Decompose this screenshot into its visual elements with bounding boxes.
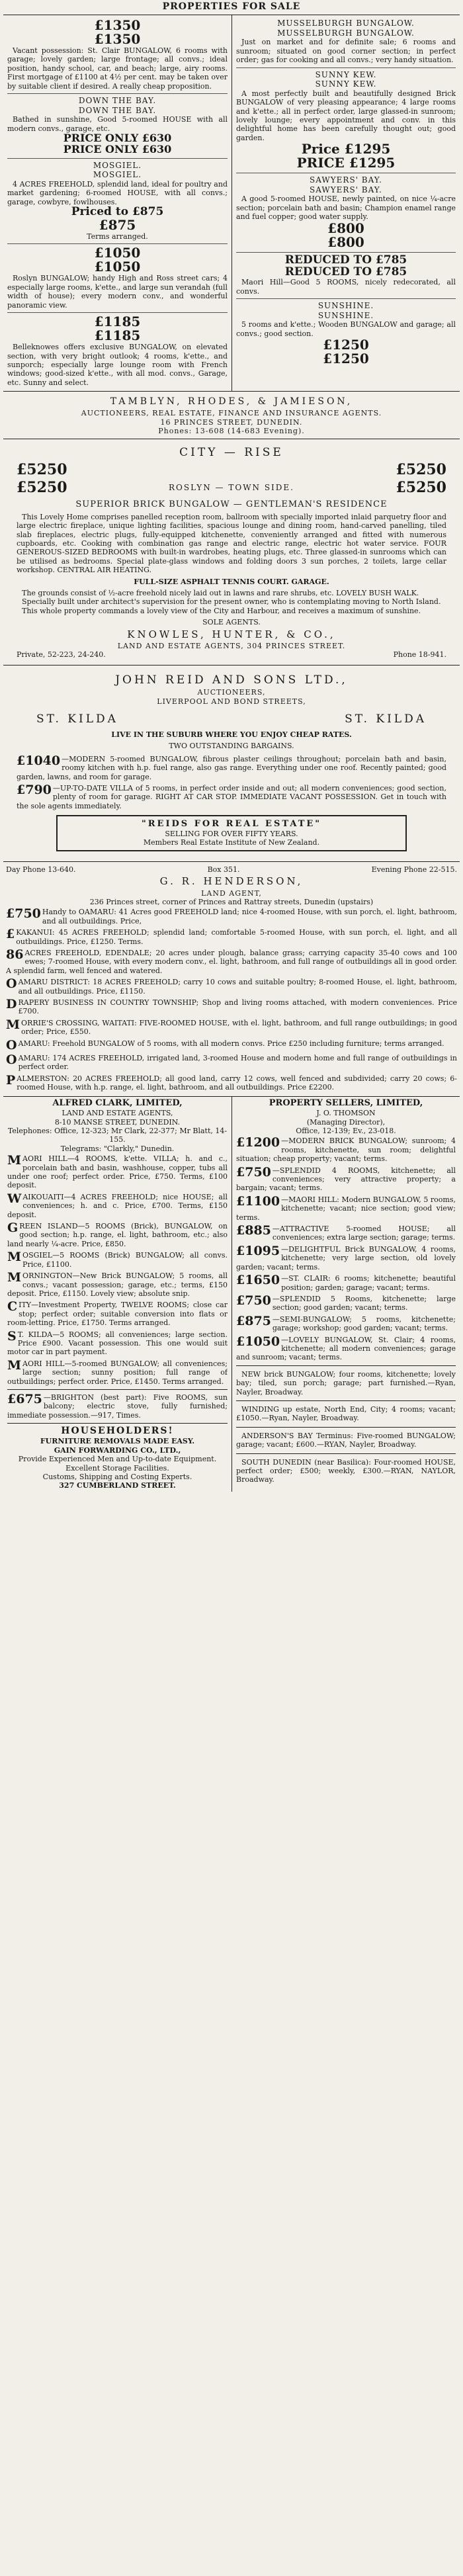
listing — [6, 976, 457, 997]
divider — [7, 1423, 228, 1424]
ad-agents: SOLE AGENTS. — [202, 618, 261, 627]
listing-text: Handy to OAMARU: 41 Acres good FREEHOLD land; nice 4-roomed House, with sun porch, el. light, bathroom, and all outbuildings. Price, — [42, 908, 457, 925]
ad-heading: MOSGIEL. — [93, 170, 142, 180]
listing — [6, 1038, 457, 1052]
listing-initial: M — [7, 1270, 22, 1285]
firm-name: PROPERTY SELLERS, LIMITED, — [269, 1098, 423, 1109]
listing-price: £675 — [7, 1391, 42, 1406]
firm-telephones: Telephones: Office, 12-323; Mr Clark, 22-377; Mr Blatt, 14-155. — [7, 1127, 228, 1144]
firm-subtitle: AUCTIONEERS, — [197, 688, 266, 697]
ad-roslyn — [7, 244, 228, 313]
ad-price: £1050 — [94, 259, 141, 275]
ad-terms: Terms arranged. — [87, 232, 148, 241]
firm-address: 8-10 MANSE STREET, DUNEDIN. — [54, 1117, 181, 1127]
listing-text: AORI HILL—5-roomed BUNGALOW; all conveniences; large section; sunny position; full range of outbuildings; perfect order. Price, £1450. Terms arranged. — [7, 1359, 228, 1386]
reid-ad — [3, 665, 460, 862]
phone-row — [6, 865, 457, 874]
firm-subtitle: LAND AND ESTATE AGENTS, — [62, 1109, 173, 1118]
listing-text: ORRIE'S CROSSING, WAITATI: FIVE-ROOMED HOUSE, with el. light, bathroom, and full range outbuildings; in good order; Price, £550. — [21, 1018, 457, 1037]
ad-slogan: LIVE IN THE SUBURB WHERE YOU ENJOY CHEAP RATES. — [111, 730, 352, 739]
listing-price: £1650 — [236, 1273, 280, 1288]
listing-text: —LOVELY BUNGALOW, St. Clair; 4 rooms, kitchenette; all modern conveniences; garage and sunroom; vacant; terms. — [236, 1335, 456, 1362]
listing-text: —SPLENDID 5 Rooms, kitchenette; large section; good garden; vacant; terms. — [272, 1294, 456, 1312]
left-column — [3, 15, 232, 391]
listing-price: 86 — [6, 947, 24, 963]
ad-st-clair — [7, 17, 228, 94]
listing-list — [6, 906, 457, 1093]
ad-price: Priced to £875 — [71, 205, 164, 219]
ad-musselburgh — [236, 17, 456, 67]
listing-initial: C — [7, 1299, 18, 1314]
listing — [6, 927, 457, 947]
listing-text: AMARU: Freehold BUNGALOW of 5 rooms, with all modern convs. Price £250 including furniture; terms arranged. — [18, 1039, 444, 1048]
ad-heading: SAWYERS' BAY. — [310, 185, 382, 194]
listing-price: £1100 — [236, 1193, 280, 1209]
ad-price: £1350 — [94, 17, 141, 34]
listing — [6, 906, 457, 927]
listing — [6, 947, 457, 976]
ad-price: £5250 — [17, 461, 67, 479]
ad-location: ROSLYN — TOWN SIDE. — [169, 483, 294, 493]
firm-telegrams: Telegrams: "Clarkly," Dunedin. — [60, 1144, 175, 1153]
ad-price: £800 — [327, 234, 364, 250]
firm-subtitle: LAND AND ESTATE AGENTS, 304 PRINCES STREET. — [117, 641, 346, 650]
ad-price: £1050 — [94, 245, 141, 261]
listing-text: —SPLENDID 4 ROOMS, kitchenette; all conveniences; very attractive property; a bargain; vacant; terms. — [236, 1166, 456, 1193]
ad-price: £5250 — [396, 479, 446, 496]
ad-location: ST. KILDA — [36, 712, 118, 726]
ad-heading: SUNNY KEW. — [315, 69, 377, 79]
ad-text: The grounds consist of ½-acre freehold nicely laid out in lawns and rare shrubs, etc. LOVELY BUSH WALK. — [22, 588, 419, 597]
listing-price: O — [6, 1052, 17, 1067]
householders-line: Provide Experienced Men and Up-to-date Equipment. Excellent Storage Facilities. — [18, 1455, 217, 1473]
listing-price: O — [6, 976, 17, 992]
ad-text: Belleknowes offers exclusive BUNGALOW, on elevated section, with very bright outlook; 4 rooms, k'ette., and sunporch; especially large lounge room with French windows; good-sized k'ette., with all mod. convs., Garage, etc. Sunny and select. — [7, 343, 228, 387]
ad-price: £5250 — [17, 479, 67, 496]
listing — [7, 1250, 228, 1270]
householders-line: Customs, Shipping and Costing Experts. — [42, 1472, 192, 1481]
price-row — [17, 479, 446, 497]
listing-text: REEN ISLAND—5 ROOMS (Brick), BUNGALOW, on good section; h.p. range, el. light, bathroom, etc.; also land nearly ¼-acre. Price, £850. — [7, 1222, 228, 1248]
listing-initial: M — [7, 1357, 22, 1373]
ad-price: £875 — [99, 217, 136, 234]
ad-heading: SUPERIOR BRICK BUNGALOW — GENTLEMAN'S RESIDENCE — [75, 499, 388, 509]
private-phone: Private, 52-223, 24-240. — [17, 650, 106, 660]
listing-price: £1050 — [236, 1334, 280, 1349]
householders-heading: HOUSEHOLDERS! — [61, 1426, 174, 1437]
listing — [6, 997, 457, 1017]
listing — [236, 1165, 456, 1194]
listing-text: —ATTRACTIVE 5-roomed HOUSE; all conveniences; extra large section; garage; terms. — [272, 1224, 456, 1242]
ad-heading: SAWYERS' BAY. — [310, 175, 382, 185]
firm-phones — [17, 650, 446, 659]
listing-text: —ST. CLAIR: 6 rooms; kitchenette; beautiful position; garden; garage; vacant; terms. — [281, 1274, 456, 1292]
listing-text: AORI HILL—4 ROOMS, k'ette. VILLA; h. and c., porcelain bath and basin, washhouse, copper, tubs all under one roof; perfect order. Price, £750. Terms, £100 deposit. — [7, 1154, 228, 1190]
ad-heading: TWO OUTSTANDING BARGAINS. — [169, 742, 294, 751]
listing-text: AMARU: 174 ACRES FREEHOLD, irrigated land, 3-roomed House and modern home and full range of outbuildings in perfect order. — [18, 1053, 457, 1072]
listing-initial: M — [7, 1250, 22, 1265]
ad-mosgiel — [7, 159, 228, 245]
slogan-box — [56, 815, 407, 851]
listing-text: —MAORI HILL: Modern BUNGALOW, 5 rooms, kitchenette; vacant; nice section; good view; terms. — [236, 1195, 456, 1222]
ad-belleknowes — [7, 313, 228, 390]
ad-heading: MUSSELBURGH BUNGALOW. — [277, 19, 415, 28]
firm-address: 16 PRINCES STREET, DUNEDIN. — [160, 417, 303, 427]
ad-text: 4 ACRES FREEHOLD, splendid land, ideal for poultry and market gardening; 6-roomed HOUSE, with all convs.; garage, cowbyre, fowlhouses. — [7, 180, 228, 206]
listing — [7, 1358, 228, 1387]
ad-text: Maori Hill—Good 5 ROOMS, nicely redecorated, all convs. — [236, 278, 456, 296]
slogan-member: Members Real Estate Institute of New Zealand. — [143, 838, 320, 847]
listing — [236, 1194, 456, 1223]
bottom-left-column — [3, 1097, 232, 1491]
firm-address: LIVERPOOL AND BOND STREETS, — [157, 697, 306, 706]
listing — [7, 1270, 228, 1299]
slogan: "REIDS FOR REAL ESTATE" — [141, 819, 322, 830]
listing — [236, 1314, 456, 1334]
office-phone: Phone 18-941. — [393, 650, 446, 660]
ad-feature: FULL-SIZE ASPHALT TENNIS COURT. GARAGE. — [134, 577, 329, 586]
classified-line: NEW brick BUNGALOW; four rooms, kitchenette; lovely bay; tiled, sun porch; garage; part furnished.—Ryan, Nayler, Broadway. — [236, 1369, 456, 1396]
bottom-columns — [3, 1097, 460, 1491]
listing-text: —MODERN BRICK BUNGALOW; sunroom; 4 rooms, kitchenette, sun room; delightful situation; cheap property; vacant; terms. — [236, 1137, 456, 1164]
listing-price: £875 — [236, 1313, 271, 1328]
section-header: PROPERTIES FOR SALE — [3, 0, 460, 15]
ad-text: Vacant possession: St. Clair BUNGALOW, 6 rooms with garage; lovely garden; large frontage; all convs.; ideal position, handy school, car, and beach; large, airy rooms. First mortgage of £1100 at 4½ per cent. may be taken over by suitable client if desired. A really cheap proposition. — [7, 46, 228, 91]
listing-text: —UP-TO-DATE VILLA of 5 rooms, in perfect order inside and out; all modern conveniences; good section, plenty of room for garage. RIGHT AT CAR STOP. IMMEDIATE VACANT POSSESSION. Get in touch with the sole agents immediately. — [17, 783, 446, 810]
listing-text: AIKOUAITI—4 ACRES FREEHOLD; nice HOUSE; all conveniences; h. and c. Price, £700. Terms, £150 deposit. — [7, 1192, 228, 1219]
box-number: Box 351. — [207, 865, 240, 874]
listing-initial: W — [7, 1191, 22, 1206]
listing-price: P — [6, 1072, 16, 1088]
listing — [6, 1073, 457, 1094]
listing-price: M — [6, 1017, 21, 1032]
listing-text: T. KILDA—5 ROOMS; all conveniences; large section. Price £900. Vacant possession. This one would suit motor car in part payment. — [7, 1330, 228, 1357]
ad-price: Price £1295 — [301, 141, 391, 157]
ad-location: ST. KILDA — [345, 712, 427, 726]
ad-price: REDUCED TO £785 — [284, 253, 407, 267]
listing — [236, 1334, 456, 1363]
firm-director: (Managing Director), — [306, 1117, 386, 1127]
listing — [236, 1223, 456, 1244]
listing-initial: S — [7, 1328, 17, 1344]
ad-text: Bathed in sunshine, Good 5-roomed HOUSE with all modern convs., garage, etc. — [7, 115, 228, 133]
ad-price: REDUCED TO £785 — [284, 265, 407, 279]
listing-text: AMARU DISTRICT: 18 ACRES FREEHOLD; carry 10 cows and suitable poultry; 8-roomed House, el. light, bathroom, and all outbuildings. Price, £1150. — [18, 978, 457, 996]
listing — [17, 753, 446, 783]
listing-text: —BRIGHTON (best part): Five ROOMS, sun balcony; electric stove, fully furnished; immediate possession.—917, Times. — [7, 1393, 228, 1420]
householders-address: 327 CUMBERLAND STREET. — [59, 1481, 176, 1490]
listing-text: ITY—Investment Property, TWELVE ROOMS; close car stop; perfect order; suitable conversion into flats or room-letting. Price, £1750. Terms arranged. — [7, 1301, 228, 1328]
ad-text: This whole property commands a lovely view of the City and Harbour, and receives a maximum of sunshine. — [22, 606, 421, 615]
listing-price: £ — [6, 927, 15, 942]
ad-price: £5250 — [396, 461, 446, 479]
listing-price: £750 — [236, 1293, 271, 1308]
listing — [7, 1153, 228, 1191]
day-phone: Day Phone 13-640. — [6, 865, 76, 874]
ad-text: Specially built under architect's supervision for the present owner, who is contemplating moving to North Island. — [22, 597, 441, 607]
firm-telephones: Office, 12-139; Ev., 23-018. — [296, 1127, 396, 1136]
listing — [7, 1191, 228, 1221]
ad-price: PRICE £1295 — [296, 155, 396, 171]
ad-price: £1185 — [94, 314, 141, 330]
listing — [236, 1244, 456, 1273]
ad-sunny-kew — [236, 68, 456, 174]
listing-text: RAPERY BUSINESS IN COUNTRY TOWNSHIP; Shop and living rooms attached, with modern conveniences. Price £700. — [18, 998, 457, 1016]
ad-text: A most perfectly built and beautifully designed Brick BUNGALOW of very pleasing appearance; 4 large rooms and k'ette.; all in perfect order, large glassed-in sunroom; lovely lounge; every appointment and conv. in this delightful home has been carefully thought out; good garden. — [236, 89, 456, 142]
ad-text: This Lovely Home comprises panelled reception room, ballroom with specially imported inlaid parquetry floor and large electric fireplace, unique lighting facilities, spacious lounge and dining room, hand-carved panelling, tiled slab fireplaces, electric plugs, fully-equipped kitchenette, conveniently arranged and fitted with numerous cupboards, etc. Cooking with combination gas range and electric range, electric hot water service. FOUR GENEROUS-SIZED BEDROOMS with built-in wardrobes, heating plugs, etc. Three glassed-in sunrooms which can be utilised as bedrooms. Special plate-glass windows and folding doors 3 sun porches, 2 toilets, large cellar workshop. CENTRAL AIR HEATING. — [17, 512, 446, 575]
listing-price: £885 — [236, 1223, 271, 1238]
listing — [17, 783, 446, 812]
ad-price: £800 — [327, 220, 364, 236]
knowles-ad — [3, 439, 460, 665]
ad-heading: SUNSHINE. — [317, 310, 374, 320]
listing-text: OSGIEL—5 ROOMS (Brick) BUNGALOW; all convs. Price, £1100. — [22, 1251, 228, 1269]
listing — [7, 1329, 228, 1358]
householders-line: FURNITURE REMOVALS MADE EASY. — [40, 1437, 195, 1446]
listing-text: —SEMI-BUNGALOW; 5 rooms, kitchenette; garage; workshop; good garden; vacant; terms. — [272, 1314, 456, 1333]
ad-price: £1185 — [94, 327, 141, 344]
ad-heading: DOWN THE BAY. — [78, 105, 157, 115]
divider — [236, 1400, 456, 1401]
ad-down-the-bay — [7, 94, 228, 159]
firm-name: TAMBLYN, RHODES, & JAMIESON, — [110, 396, 353, 408]
firm-name: KNOWLES, HUNTER, & CO., — [127, 628, 336, 640]
listing — [236, 1293, 456, 1314]
price-row — [17, 461, 446, 479]
listing-price: £1200 — [236, 1135, 280, 1150]
henderson-ad — [3, 862, 460, 1097]
ad-heading: MUSSELBURGH BUNGALOW. — [277, 28, 415, 38]
listing — [7, 1299, 228, 1328]
ad-heading: SUNNY KEW. — [315, 79, 377, 89]
firm-subtitle: J. O. THOMSON — [316, 1109, 376, 1118]
listing-text: ORNINGTON—New Brick BUNGALOW; 5 rooms, all convs.; vacant possession; garage, etc.; terms, £150 deposit. Price, £1150. Lovely view; absolute snip. — [7, 1271, 228, 1298]
listing-initial: G — [7, 1221, 19, 1236]
place-row — [36, 712, 427, 726]
ad-price: £1250 — [323, 337, 369, 353]
listing-text: ALMERSTON: 20 ACRES FREEHOLD; all good land, carry 12 cows, well fenced and subdivided; carry 20 cows; 6-roomed House, with h.p. range, el. light, bathroom, and all outbuildings. Price £2200. — [17, 1074, 457, 1092]
firm-name: ALFRED CLARK, LIMITED, — [52, 1098, 183, 1109]
listing-price: D — [6, 997, 17, 1012]
firm-subtitle: AUCTIONEERS, REAL ESTATE, FINANCE AND INSURANCE AGENTS. — [81, 409, 382, 418]
bottom-right-column — [232, 1097, 460, 1491]
ad-price: PRICE ONLY £630 — [63, 132, 172, 145]
firm-name: JOHN REID AND SONS LTD., — [115, 673, 348, 687]
evening-phone: Evening Phone 22-515. — [371, 865, 457, 874]
right-column — [232, 15, 460, 391]
slogan-sub: SELLING FOR OVER FIFTY YEARS. — [165, 830, 298, 839]
listing — [6, 1052, 457, 1073]
listing — [7, 1392, 228, 1421]
listing-text: —MODERN 5-roomed BUNGALOW, fibrous plaster ceilings throughout; porcelain bath and basin, roomy kitchen with h.p. fuel range, also gas range. Everything under one roof. Recently painted; good garden, lawns, and room for garage. — [17, 754, 446, 781]
listing — [6, 1017, 457, 1038]
ad-heading: MOSGIEL. — [93, 160, 142, 170]
listing — [236, 1135, 456, 1164]
divider — [236, 1365, 456, 1366]
ad-heading: DOWN THE BAY. — [78, 96, 157, 106]
listing-text: ACRES FREEHOLD, EDENDALE; 20 acres under plough, balance grass; carrying capacity 35-40 cows and 100 ewes; 7-roomed House, with every modern conv., el. light, bathroom, and full range of outbuildings all in good order. A splendid farm, well fenced and watered. — [6, 949, 457, 975]
top-columns — [3, 15, 460, 392]
classified-line: WINDING up estate, North End, City; 4 rooms; vacant; £1050.—Ryan, Nayler, Broadway. — [236, 1404, 456, 1423]
ad-heading: SUNSHINE. — [317, 301, 374, 311]
ad-maori-hill — [236, 253, 456, 300]
firm-subtitle: LAND AGENT, — [201, 888, 262, 898]
divider — [236, 1427, 456, 1428]
listing-price: £1095 — [236, 1243, 280, 1258]
ad-price: PRICE ONLY £630 — [63, 142, 172, 155]
divider — [236, 1453, 456, 1454]
householders-firm: GAIN FORWARDING CO., LTD., — [54, 1445, 181, 1455]
listing — [7, 1221, 228, 1250]
ad-price: £1350 — [94, 31, 141, 48]
listing-price: £1040 — [17, 753, 61, 768]
ad-text: A good 5-roomed HOUSE, newly painted, on nice ¼-acre section; porcelain bath and basin; Champion enamel range and fuel copper; good water supply. — [236, 194, 456, 222]
listing — [236, 1273, 456, 1293]
listing-initial: M — [7, 1153, 22, 1168]
ad-title: CITY — RISE — [179, 446, 284, 460]
ad-price: £1250 — [323, 351, 369, 367]
listing-price: O — [6, 1037, 17, 1052]
divider — [7, 1389, 228, 1390]
ad-text: Roslyn BUNGALOW; handy High and Ross street cars; 4 especially large rooms, k'ette., and large sun verandah (full width of house); every modern conv., and wonderful panoramic view. — [7, 274, 228, 310]
listing-price: £750 — [236, 1164, 271, 1180]
firm-address: 236 Princes street, corner of Princes and Rattray streets, Dunedin (upstairs) — [89, 897, 374, 906]
listing-price: £750 — [6, 906, 41, 922]
ad-sunshine — [236, 299, 456, 368]
firm-phones: Phones: 13-608 (14-683 Evening). — [158, 427, 305, 436]
listing-price: £790 — [17, 782, 52, 797]
tamblyn-ad — [3, 392, 460, 439]
ad-text: Just on market and for definite sale; 6 rooms and sunroom; situated on good corner section; in perfect order; gas for cooking and all convs.; very handy situation. — [236, 38, 456, 65]
listing-text: —DELIGHTFUL Brick BUNGALOW, 4 rooms, kitchenette; very large section, old lovely garden; vacant; terms. — [236, 1244, 456, 1271]
ad-sawyers-bay — [236, 173, 456, 252]
classified-line: SOUTH DUNEDIN (near Basilica): Four-roomed HOUSE, perfect order; £500; weekly, £300.—RYAN, NAYLOR, Broadway. — [236, 1457, 456, 1484]
listing-text: KAKANUI: 45 ACRES FREEHOLD; splendid land; comfortable 5-roomed House, with sun porch, el. light, and all outbuildings. Price, £1250. Terms. — [16, 928, 457, 946]
ad-text: 5 rooms and k'ette.; Wooden BUNGALOW and garage; all convs.; good section. — [236, 320, 456, 338]
classified-line: ANDERSON'S BAY Terminus: Five-roomed BUNGALOW; garage; vacant; £600.—RYAN, Nayler, Broadway. — [236, 1431, 456, 1449]
firm-name: G. R. HENDERSON, — [159, 875, 304, 888]
